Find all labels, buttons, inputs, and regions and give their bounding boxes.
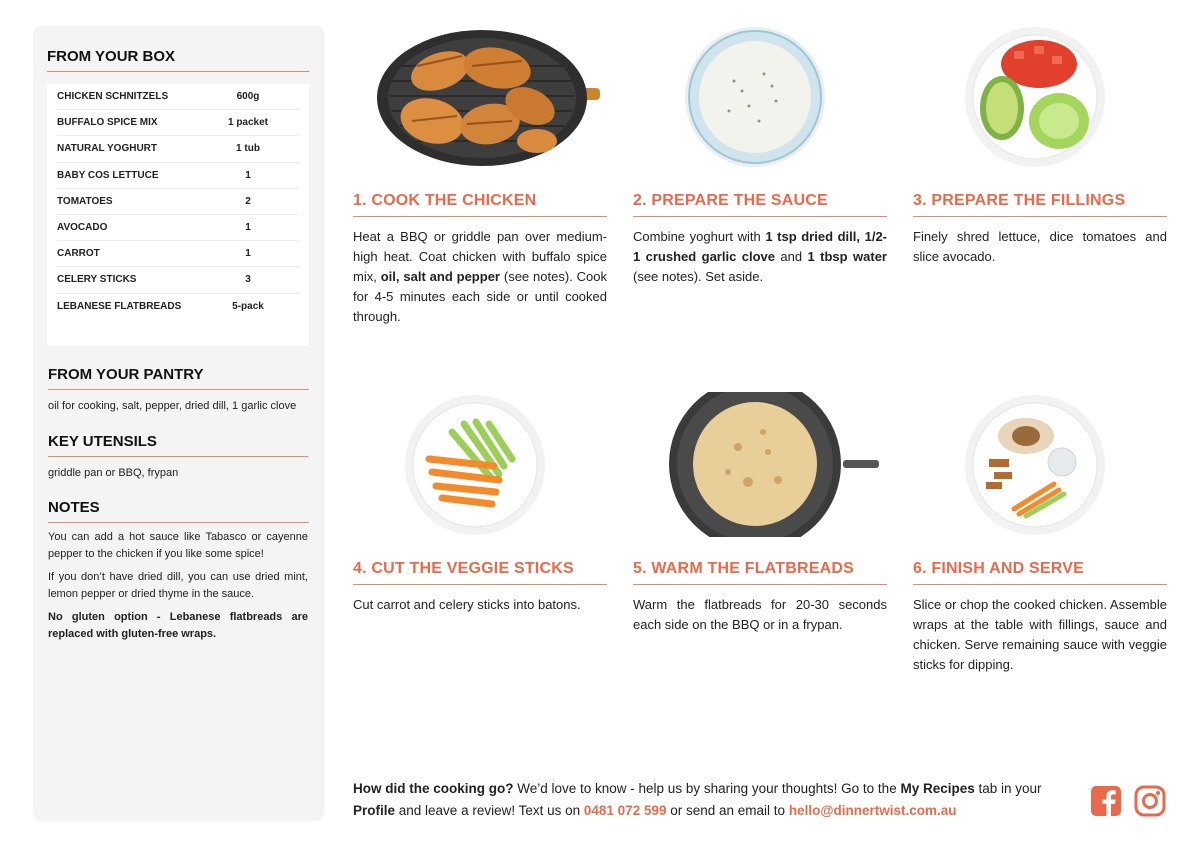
ingredient-row: CARROT 1	[57, 241, 299, 267]
note-text: If you don’t have dried dill, you can use dried mint, lemon pepper or dried thyme in the sauce.	[48, 571, 308, 600]
notes-title: NOTES	[48, 499, 308, 523]
griddle-pan-chicken-image	[372, 26, 604, 169]
facebook-icon[interactable]	[1090, 785, 1122, 817]
instagram-icon[interactable]	[1134, 785, 1166, 817]
step-title: 2. PREPARE THE SAUCE	[633, 192, 887, 217]
ingredient-row: TOMATOES 2	[57, 189, 299, 215]
ingredient-row: BUFFALO SPICE MIX 1 packet	[57, 110, 299, 136]
footer-question: How did the cooking go?	[353, 781, 514, 796]
profile-link[interactable]: Profile	[353, 803, 396, 818]
from-your-box-title: FROM YOUR BOX	[47, 48, 309, 72]
step-6	[913, 560, 1167, 675]
email-link[interactable]: hello@dinnertwist.com.au	[788, 803, 957, 818]
step-text: Combine yoghurt with 1 tsp dried dill, 1/2-1 crushed garlic clove and 1 tbsp water (see notes). Set aside.	[633, 229, 888, 284]
step-text: Cut carrot and celery sticks into batons.	[353, 597, 581, 612]
step-title: 5. WARM THE FLATBREADS	[633, 560, 887, 585]
feedback-footer: How did the cooking go? We’d love to know - help us by sharing your thoughts! Go to the My Recipes tab in your Profile and leave a review! Text us on 0481 072 599 or send an email to hello@dinnertwist.com.au	[353, 781, 1042, 818]
step-text: Heat a BBQ or griddle pan over medium-high heat. Coat chicken with buffalo spice mix, oil, salt and pepper (see notes). Cook for 4-5 minutes each side or until cooked through.	[353, 229, 607, 324]
flatbread-frypan-image	[668, 392, 882, 537]
ingredients-sidebar	[33, 26, 324, 821]
step-4	[353, 560, 607, 615]
step-title: 6. FINISH AND SERVE	[913, 560, 1167, 585]
ingredient-row: AVOCADO 1	[57, 215, 299, 241]
step-text: Finely shred lettuce, dice tomatoes and slice avocado.	[913, 229, 1167, 264]
veggie-sticks-image	[404, 394, 546, 536]
utensils-text: griddle pan or BBQ, frypan	[48, 467, 179, 479]
ingredient-row: CELERY STICKS 3	[57, 267, 299, 293]
finished-wrap-plate-image	[964, 394, 1106, 536]
pantry-title: FROM YOUR PANTRY	[48, 366, 308, 390]
utensils-section	[48, 433, 308, 482]
step-title: 4. CUT THE VEGGIE STICKS	[353, 560, 607, 585]
fillings-plate-image	[964, 26, 1106, 168]
step-title: 1. COOK THE CHICKEN	[353, 192, 607, 217]
ingredient-row: BABY COS LETTUCE 1	[57, 163, 299, 189]
phone-number-link[interactable]: 0481 072 599	[583, 803, 667, 818]
ingredient-row: NATURAL YOGHURT 1 tub	[57, 136, 299, 162]
step-3	[913, 192, 1167, 267]
step-5	[633, 560, 887, 635]
ingredient-row: LEBANESE FLATBREADS 5-pack	[57, 301, 264, 313]
pantry-text: oil for cooking, salt, pepper, dried dill, 1 garlic clove	[48, 400, 297, 412]
ingredients-table	[47, 84, 309, 346]
step-text: Warm the flatbreads for 20-30 seconds each side on the BBQ or in a frypan.	[633, 597, 887, 632]
utensils-title: KEY UTENSILS	[48, 433, 308, 457]
my-recipes-link[interactable]: My Recipes	[900, 781, 975, 796]
yoghurt-sauce-bowl-image	[684, 26, 826, 168]
note-text: No gluten option - Lebanese flatbreads are replaced with gluten-free wraps.	[48, 611, 308, 640]
note-text: You can add a hot sauce like Tabasco or cayenne pepper to the chicken if you like some spice!	[48, 531, 308, 560]
notes-section	[48, 499, 308, 643]
step-title: 3. PREPARE THE FILLINGS	[913, 192, 1167, 217]
ingredient-row: CHICKEN SCHNITZELS 600g	[57, 84, 299, 110]
pantry-section	[48, 366, 308, 415]
step-text: Slice or chop the cooked chicken. Assemble wraps at the table with fillings, sauce and chicken. Serve remaining sauce with veggie sticks for dipping.	[913, 597, 1167, 672]
step-2	[633, 192, 887, 287]
step-1	[353, 192, 607, 327]
